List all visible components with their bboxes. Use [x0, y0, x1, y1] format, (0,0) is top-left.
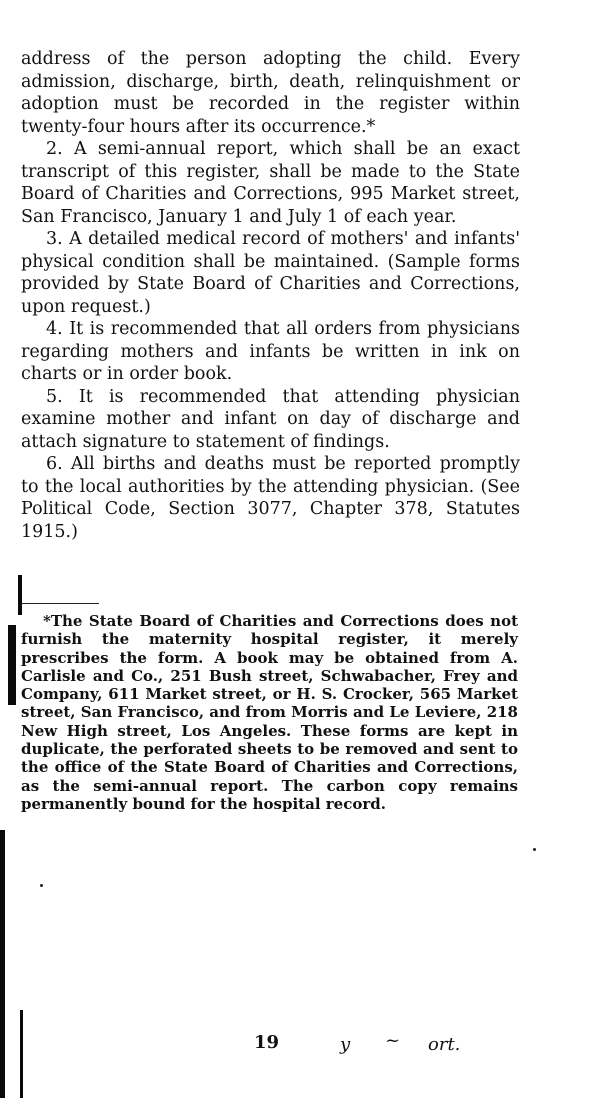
handwritten-mark-1: y	[340, 1034, 351, 1055]
paragraph-item-3: 3. A detailed medical record of mothers' and infants' physical condition shall be maintained. (Sample forms provided by State Board of Charities and Corrections, upon request.)	[21, 229, 520, 317]
main-text-block	[21, 48, 520, 543]
paragraph-item-2: 2. A semi-annual report, which shall be an exact transcript of this register, shall be made to the State Board of Charities and Corrections, 995 Market street, San Francisco, January 1 and July 1 of each year.	[21, 139, 520, 227]
footnote-block	[21, 612, 518, 813]
binding-edge-mark-top	[18, 575, 22, 615]
page-number: 19	[254, 1032, 280, 1053]
footnote-text: *The State Board of Charities and Corrections does not furnish the maternity hospital register, it merely prescribes the form. A book may be obtained from A. Carlisle and Co., 251 Bush street, Schwabacher, Frey and Company, 611 Market street, or H. S. Crocker, 565 Market street, San Francisco, and from Morris and Le Leviere, 218 New High street, Los Angeles. These forms are kept in duplicate, the perforated sheets to be removed and sent to the office of the State Board of Charities and Corrections, as the semi-annual report. The carbon copy remains permanently bound for the hospital record.	[21, 612, 518, 813]
speck-left	[40, 884, 43, 887]
handwritten-mark-2: ~	[385, 1030, 401, 1051]
paragraph-item-6: 6. All births and deaths must be reported promptly to the local authorities by the attending physician. (See Political Code, Section 3077, Chapter 378, Statutes 1915.)	[21, 454, 520, 542]
binding-edge-mark-middle	[8, 625, 16, 705]
paragraph-item-5: 5. It is recommended that attending physician examine mother and infant on day of discharge and attach signature to statement of findings.	[21, 386, 520, 452]
paragraph-item-4: 4. It is recommended that all orders from physicians regarding mothers and infants be written in ink on charts or in order book.	[21, 319, 520, 384]
footnote-divider	[21, 603, 99, 604]
paragraph-continuation: address of the person adopting the child. Every admission, discharge, birth, death, relinquishment or adoption must be recorded in the register within twenty-four hours after its occurrence.*	[21, 49, 520, 137]
binding-edge-mark-lower	[0, 830, 5, 1098]
binding-edge-mark-bottom	[20, 1010, 23, 1098]
handwritten-mark-3: ort.	[428, 1034, 461, 1055]
speck-right	[533, 848, 536, 851]
